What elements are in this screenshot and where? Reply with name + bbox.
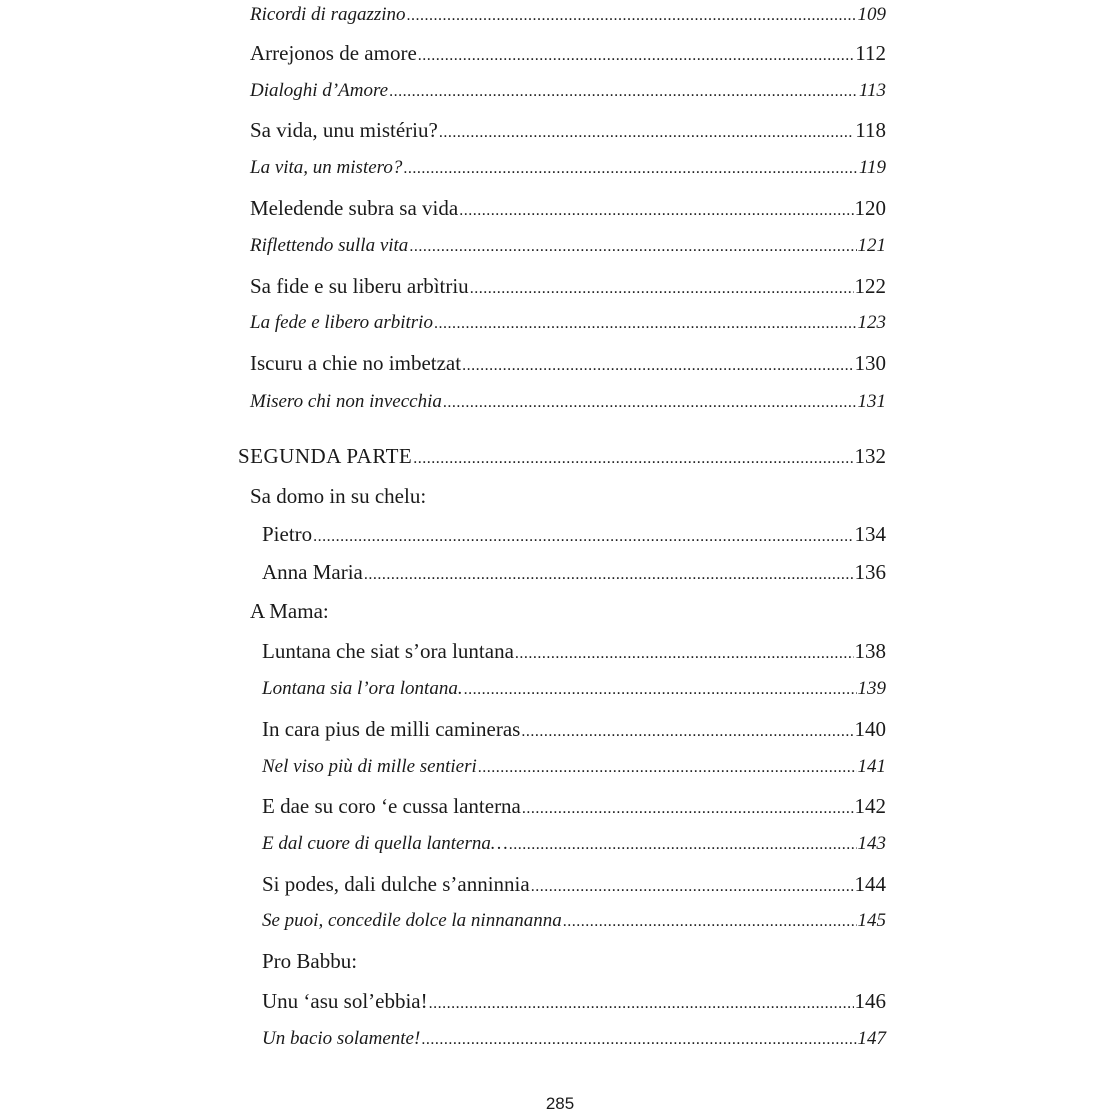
toc-entry [262,791,886,821]
dot-leader [429,989,854,1019]
toc-entry [250,387,886,417]
dot-leader [478,753,857,783]
toc-entry-page: 145 [857,910,886,931]
toc-entry-title: Se puoi, concedile dolce la ninnananna [262,910,562,931]
toc-entry-page: 134 [854,522,886,546]
toc-entry-page: 120 [854,196,886,220]
toc-entry-page: 141 [857,756,886,777]
toc-entry-title: Un bacio solamente! [262,1028,421,1049]
toc-entry [250,38,886,68]
toc-entry [250,308,886,338]
dot-leader [531,872,854,902]
toc-page [232,0,888,1120]
toc-entry [262,557,886,587]
section-entry [238,441,886,471]
group-heading: Sa domo in su chelu: [250,484,427,508]
dot-leader [389,77,858,107]
toc-entry-title: La fede e libero arbitrio [250,312,433,333]
toc-entry [250,153,886,183]
toc-entry-page: 130 [854,351,886,375]
toc-entry [262,714,886,744]
dot-leader [509,830,857,860]
toc-entry-title: Arrejonos de amore [250,41,417,65]
toc-entry [262,869,886,899]
dot-leader [443,388,857,418]
dot-leader [403,154,858,184]
toc-entry [250,271,886,301]
toc-entry [262,636,886,666]
toc-entry [262,519,886,549]
dot-leader [462,351,853,381]
toc-entry-page: 138 [854,639,886,663]
toc-entry-title: Iscuru a chie no imbetzat [250,351,462,375]
toc-entry [250,231,886,261]
toc-entry-page: 144 [854,872,886,896]
toc-entry-title: Si podes, dali dulche s’anninnia [262,872,530,896]
section-title: SEGUNDA PARTE [238,444,413,468]
dot-leader [563,907,857,937]
toc-entry-page: 119 [858,157,886,178]
dot-leader [313,522,853,552]
toc-entry-title: Pietro [262,522,313,546]
toc-entry-title: E dae su coro ‘e cussa lanterna [262,794,521,818]
toc-entry [262,906,886,936]
toc-entry-page: 123 [857,312,886,333]
toc-entry-page: 140 [854,717,886,741]
dot-leader [521,717,853,747]
toc-entry-page: 122 [854,274,886,298]
dot-leader [522,794,854,824]
toc-entry [262,1024,886,1054]
dot-leader [459,196,853,226]
dot-leader [409,232,856,262]
dot-leader [464,675,857,705]
page-number: 285 [545,1094,575,1113]
toc-entry-title: La vita, un mistero? [250,157,403,178]
toc-entry-title: Anna Maria [262,560,363,584]
dot-leader [470,274,854,304]
toc-entry-title: Luntana che siat s’ora luntana [262,639,514,663]
toc-entry [262,752,886,782]
toc-entry-page: 121 [857,235,886,256]
toc-entry [250,76,886,106]
toc-entry-page: 131 [857,391,886,412]
group-heading: A Mama: [250,599,329,623]
dot-leader [418,41,854,71]
toc-entry-title: Meledende subra sa vida [250,196,459,220]
toc-entry [262,986,886,1016]
toc-entry-title: Misero chi non invecchia [250,391,442,412]
toc-entry [262,829,886,859]
dot-leader [421,1025,856,1055]
toc-entry [262,674,886,704]
toc-entry-title: Nel viso più di mille sentieri [262,756,477,777]
section-page: 132 [854,444,886,468]
dot-leader [515,639,854,669]
group-heading: Pro Babbu: [262,949,358,973]
dot-leader [434,309,857,339]
toc-entry-title: Riflettendo sulla vita [250,235,409,256]
dot-leader [364,560,854,590]
dot-leader [413,444,853,474]
dot-leader [439,118,854,148]
toc-entry-title: Ricordi di ragazzino [250,4,406,25]
toc-entry-page: 112 [855,41,886,65]
toc-entry-page: 139 [857,678,886,699]
toc-entry-page: 136 [854,560,886,584]
toc-entry-title: Unu ‘asu sol’ebbia! [262,989,428,1013]
toc-entry [250,115,886,145]
toc-entry-page: 147 [857,1028,886,1049]
toc-entry [250,193,886,223]
toc-entry-page: 113 [858,80,886,101]
toc-entry-title: In cara pius de milli camineras [262,717,521,741]
toc-entry-title: Sa fide e su liberu arbìtriu [250,274,469,298]
toc-entry-page: 118 [855,118,886,142]
toc-entry-page: 143 [857,833,886,854]
toc-entry-title: Dialoghi d’Amore [250,80,389,101]
toc-entry-page: 146 [854,989,886,1013]
toc-entry-page: 142 [854,794,886,818]
toc-entry [250,348,886,378]
toc-entry-page: 109 [857,4,886,25]
toc-entry-title: Sa vida, unu mistériu? [250,118,438,142]
toc-entry-title: E dal cuore di quella lanterna… [262,833,508,854]
toc-entry-title: Lontana sia l’ora lontana. [262,678,463,699]
toc-entry [250,0,886,30]
dot-leader [407,1,857,31]
